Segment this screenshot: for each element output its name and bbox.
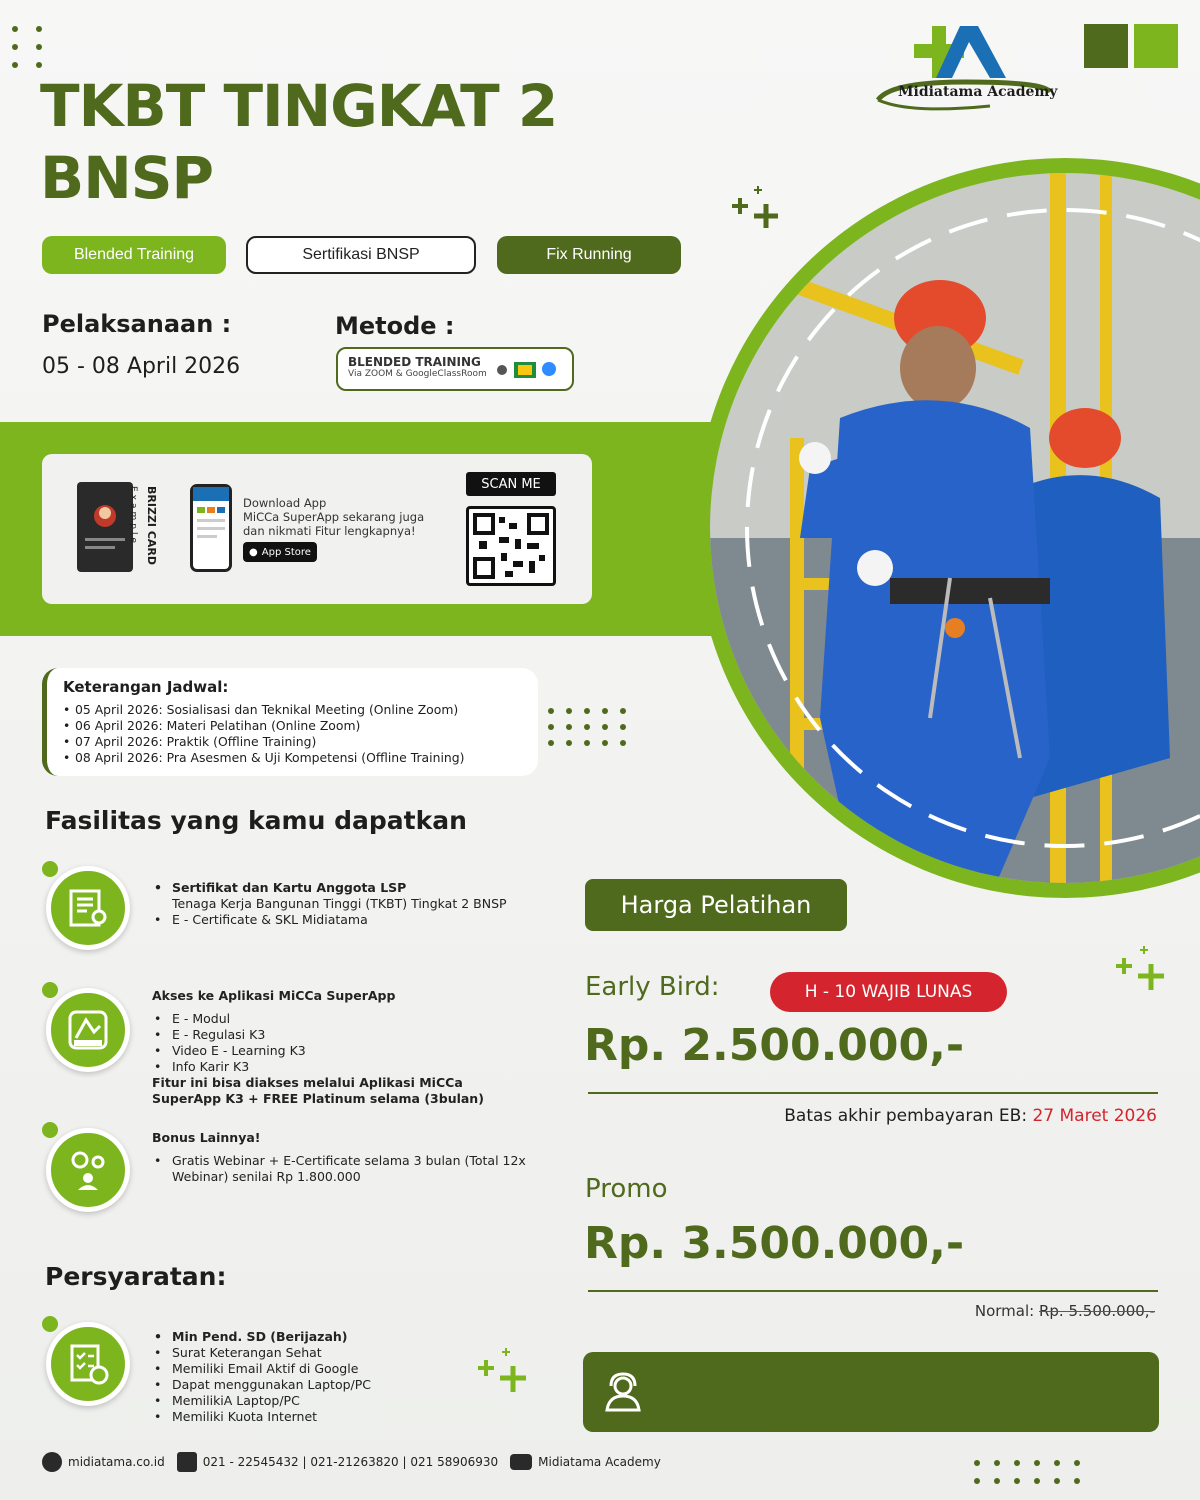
download-line-1: Download App [243, 496, 327, 510]
promo-label: Promo [585, 1174, 668, 1204]
normal-price [800, 1302, 1155, 1320]
schedule-item: • 07 April 2026: Praktik (Offline Training) [63, 734, 522, 750]
facility-app-item: • E - Modul [152, 1011, 542, 1027]
footer [42, 1452, 661, 1472]
decor-dots-top [12, 26, 42, 68]
facility-bonus [46, 1128, 130, 1212]
schedule-item: • 06 April 2026: Materi Pelatihan (Online Zoom) [63, 718, 522, 734]
facility-app-item: • Info Karir K3 [152, 1059, 542, 1075]
workers-photo [690, 158, 1200, 898]
brizzi-card-label: BRIZZI CARD [145, 486, 158, 566]
facility-dot [42, 982, 58, 998]
facility-app-note: Fitur ini bisa diakses melalui Aplikasi MiCCa [152, 1075, 463, 1090]
facility-app-item: • E - Regulasi K3 [152, 1027, 542, 1043]
zoom-classroom-icons [496, 359, 560, 381]
tag-sertifikasi-bnsp: Sertifikasi BNSP [246, 236, 476, 274]
requirement-item: • Memiliki Kuota Internet [152, 1409, 532, 1425]
gears-icon [66, 1148, 110, 1192]
tag-blended-training: Blended Training [42, 236, 226, 274]
promo-price: Rp. 3.500.000,- [584, 1218, 965, 1269]
requirement-item: • MemilikiA Laptop/PC [152, 1393, 532, 1409]
requirement-item: • Min Pend. SD (Berijazah) [152, 1329, 532, 1345]
schedule-title: Keterangan Jadwal: [63, 678, 229, 696]
logo-name: Midiatama Academy [898, 84, 1058, 100]
facility-bonus-line: • Gratis Webinar + E-Certificate selama 3 bulan (Total 12x [152, 1153, 542, 1169]
decor-square-dark [1084, 24, 1128, 68]
download-text [243, 496, 424, 538]
requirement-item: • Memiliki Email Aktif di Google [152, 1361, 532, 1377]
facility-certificate-line: Tenaga Kerja Bangunan Tinggi (TKBT) Tingkat 2 BNSP [172, 896, 507, 911]
contact-bar[interactable] [583, 1352, 1159, 1432]
phone-screen-icon [193, 487, 229, 569]
certificate-icon [67, 887, 109, 929]
app-store-label: App Store [261, 546, 311, 558]
globe-icon [42, 1452, 62, 1472]
footer-website[interactable]: midiatama.co.id [68, 1455, 165, 1469]
requirement-item: • Surat Keterangan Sehat [152, 1345, 532, 1361]
brizzi-card-sub: Example [128, 486, 138, 547]
method-sub: Via ZOOM & GoogleClassRoom [348, 369, 487, 379]
schedule-item: • 08 April 2026: Pra Asesmen & Uji Kompetensi (Offline Training) [63, 750, 522, 766]
qr-code-icon [469, 509, 553, 583]
app-promo-card [42, 454, 592, 604]
plus-decor-top [724, 186, 784, 236]
facility-dot [42, 861, 58, 877]
qr-code[interactable] [466, 506, 556, 586]
requirements-icon-circle [46, 1322, 130, 1406]
facility-dot [42, 1122, 58, 1138]
facility-dot [42, 1316, 58, 1332]
facility-app-item: • Video E - Learning K3 [152, 1043, 542, 1059]
method-badge [336, 347, 574, 391]
decor-dots-bottom [974, 1460, 1080, 1484]
deadline-text: Batas akhir pembayaran EB: [784, 1106, 1028, 1126]
page-title [40, 70, 557, 214]
decor-dots-mid [548, 708, 626, 746]
plus-decor-price [1112, 944, 1172, 996]
deadline-date: 27 Maret 2026 [1032, 1106, 1157, 1126]
title-line-1: TKBT TINGKAT 2 [40, 72, 558, 140]
facility-app-note: SuperApp K3 + FREE Platinum selama (3bulan) [152, 1091, 484, 1106]
requirements-title: Persyaratan: [45, 1262, 227, 1291]
divider [588, 1290, 1158, 1292]
phone-mockup [190, 484, 232, 572]
method-label: Metode : [335, 312, 455, 340]
method-main: BLENDED TRAINING [348, 355, 481, 369]
pricing-tag: Harga Pelatihan [585, 879, 847, 931]
facilities-title: Fasilitas yang kamu dapatkan [45, 806, 467, 835]
youtube-icon [510, 1454, 532, 1470]
payment-deadline [600, 1106, 1157, 1126]
normal-price-value: Rp. 5.500.000,- [1038, 1302, 1155, 1320]
facility-certificate-head: • Sertifikat dan Kartu Anggota LSP [152, 880, 542, 896]
early-bird-label: Early Bird: [585, 972, 720, 1002]
schedule-card [42, 668, 538, 776]
facility-certificate-text [152, 880, 542, 928]
facility-app-head: Akses ke Aplikasi MiCCa SuperApp [152, 988, 396, 1003]
customer-service-icon [601, 1370, 645, 1414]
download-line-3: dan nikmati Fitur lengkapnya! [243, 524, 416, 538]
facility-bonus-text [152, 1130, 542, 1185]
facility-app [46, 988, 130, 1072]
phone-icon [177, 1452, 197, 1472]
divider [588, 1092, 1158, 1094]
title-line-2: BNSP [40, 144, 214, 212]
early-bird-badge: H - 10 WAJIB LUNAS [770, 972, 1007, 1012]
download-line-2: MiCCa SuperApp sekarang juga [243, 510, 425, 524]
schedule-item: • 05 April 2026: Sosialisasi dan Teknikal Meeting (Online Zoom) [63, 702, 522, 718]
plus-decor-bottom [474, 1346, 534, 1396]
facility-bonus-head: Bonus Lainnya! [152, 1130, 261, 1145]
app-pro-icon [66, 1008, 110, 1052]
normal-price-label: Normal: [974, 1302, 1035, 1320]
apple-icon: ● [249, 546, 258, 558]
date-label: Pelaksanaan : [42, 310, 232, 338]
facility-app-text [152, 988, 542, 1107]
footer-youtube[interactable]: Midiatama Academy [538, 1455, 661, 1469]
facility-certificate-line: • E - Certificate & SKL Midiatama [152, 912, 542, 928]
facility-certificate [46, 866, 130, 950]
scan-me-label: SCAN ME [466, 472, 556, 496]
footer-phones: 021 - 22545432 | 021-21263820 | 021 58906930 [202, 1455, 499, 1469]
decor-square-light [1134, 24, 1178, 68]
app-store-button[interactable] [243, 542, 317, 562]
early-bird-price: Rp. 2.500.000,- [584, 1020, 965, 1071]
requirement-item: • Dapat menggunakan Laptop/PC [152, 1377, 532, 1393]
checklist-icon [66, 1342, 110, 1386]
facility-bonus-line: Webinar) senilai Rp 1.800.000 [172, 1169, 361, 1184]
tag-fix-running: Fix Running [497, 236, 681, 274]
date-value: 05 - 08 April 2026 [42, 354, 241, 379]
academy-logo [870, 22, 1060, 118]
